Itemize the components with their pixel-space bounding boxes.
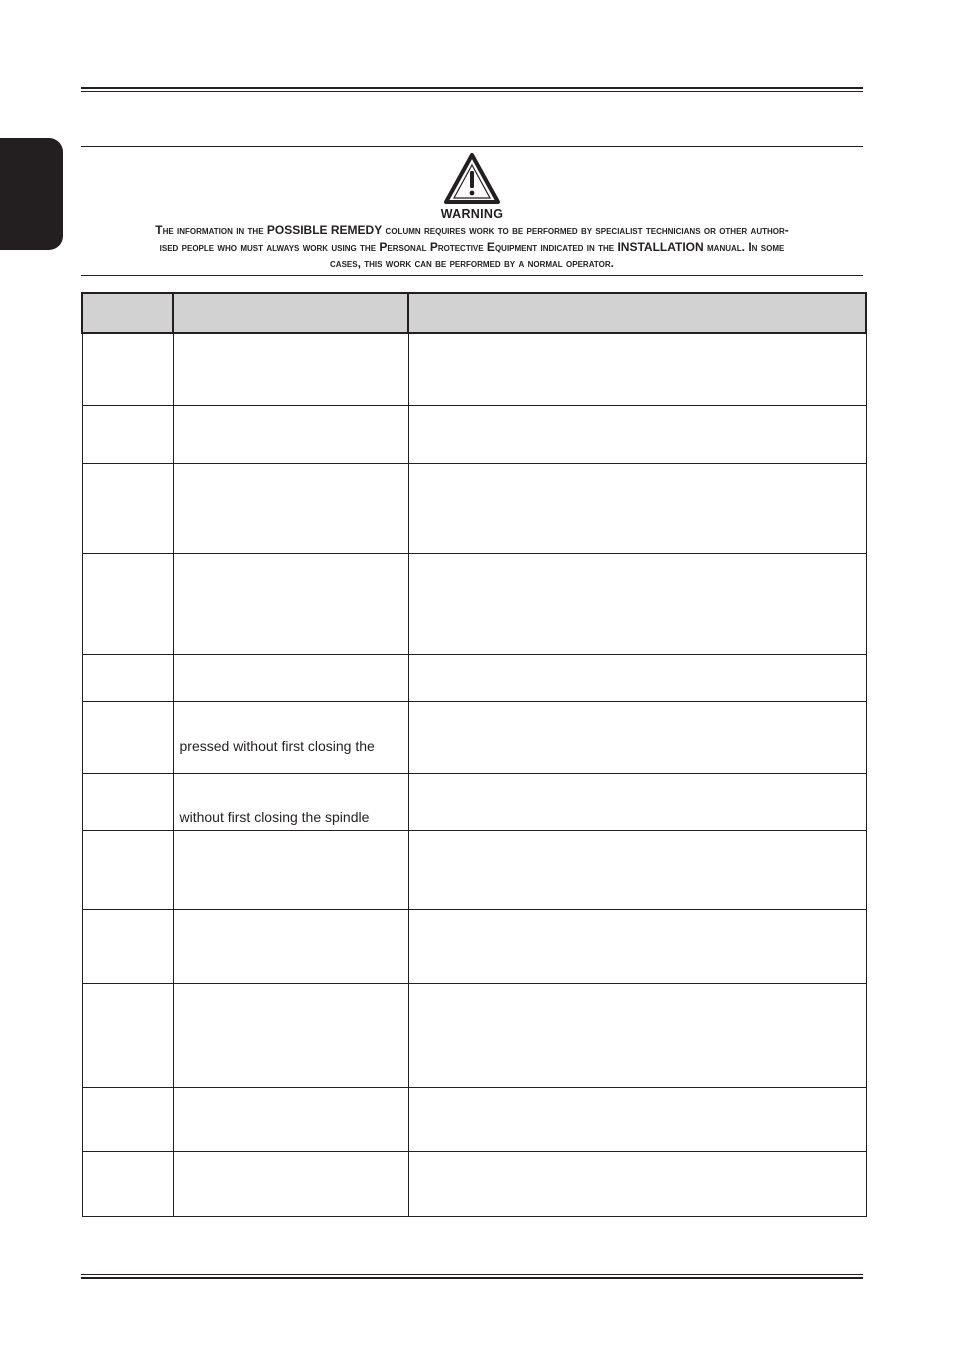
table-cell bbox=[173, 983, 408, 1087]
table-row bbox=[82, 405, 866, 463]
warning-bottom-rule bbox=[81, 275, 863, 276]
table-cell bbox=[82, 654, 173, 701]
table-cell bbox=[82, 1151, 173, 1216]
table-cell bbox=[408, 333, 866, 405]
table-cell bbox=[82, 830, 173, 909]
table-cell bbox=[82, 553, 173, 654]
table-cell bbox=[408, 463, 866, 553]
table-cell bbox=[408, 1151, 866, 1216]
table-cell bbox=[173, 909, 408, 983]
table-cell bbox=[408, 773, 866, 830]
table-cell: without first closing the spindle bbox=[173, 773, 408, 830]
bottom-rule-thick bbox=[81, 1277, 863, 1279]
table-cell bbox=[173, 333, 408, 405]
warning-top-rule bbox=[81, 146, 863, 147]
table-header-row bbox=[82, 293, 866, 333]
table-cell: pressed without first closing the bbox=[173, 701, 408, 773]
warning-title: WARNING bbox=[440, 207, 504, 221]
header-cell bbox=[82, 293, 173, 333]
table-cell bbox=[408, 553, 866, 654]
table-row bbox=[82, 983, 866, 1087]
table-cell bbox=[82, 405, 173, 463]
table-cell bbox=[173, 830, 408, 909]
table-row bbox=[82, 830, 866, 909]
table-cell bbox=[173, 654, 408, 701]
table-row bbox=[82, 463, 866, 553]
bottom-rule-thin bbox=[81, 1274, 863, 1275]
table-cell bbox=[408, 909, 866, 983]
table-cell bbox=[173, 1151, 408, 1216]
table-cell bbox=[82, 333, 173, 405]
table-cell bbox=[82, 1087, 173, 1151]
table-cell bbox=[173, 553, 408, 654]
header-cell bbox=[173, 293, 408, 333]
table-row bbox=[82, 1151, 866, 1216]
table-row bbox=[82, 701, 866, 773]
table-cell bbox=[408, 1087, 866, 1151]
top-rule-thin bbox=[81, 91, 863, 92]
table-row bbox=[82, 909, 866, 983]
troubleshooting-table bbox=[81, 292, 867, 1217]
table-row bbox=[82, 553, 866, 654]
table-cell bbox=[82, 773, 173, 830]
warning-text: The information in the POSSIBLE REMEDY column requires work to be performed by specialist technicians or other author- ised people who must always work using the Personal Protective Equipment indicated in the INSTALLATION manual. In some cases, this work can be performed by a normal operator. bbox=[155, 223, 789, 270]
section-tab bbox=[0, 138, 63, 250]
table-cell bbox=[82, 909, 173, 983]
table-cell bbox=[408, 983, 866, 1087]
table-cell bbox=[408, 830, 866, 909]
table-row bbox=[82, 654, 866, 701]
table-cell bbox=[82, 983, 173, 1087]
table-cell bbox=[408, 654, 866, 701]
table-row bbox=[82, 773, 866, 830]
table-cell bbox=[408, 701, 866, 773]
table-cell bbox=[173, 1087, 408, 1151]
header-cell bbox=[408, 293, 866, 333]
table-row bbox=[82, 1087, 866, 1151]
table-row bbox=[82, 333, 866, 405]
table-cell bbox=[408, 405, 866, 463]
top-rule-thick bbox=[81, 87, 863, 89]
table-cell bbox=[82, 463, 173, 553]
table-cell bbox=[173, 463, 408, 553]
table-cell bbox=[173, 405, 408, 463]
warning-triangle-icon bbox=[443, 152, 501, 204]
table-cell bbox=[82, 701, 173, 773]
